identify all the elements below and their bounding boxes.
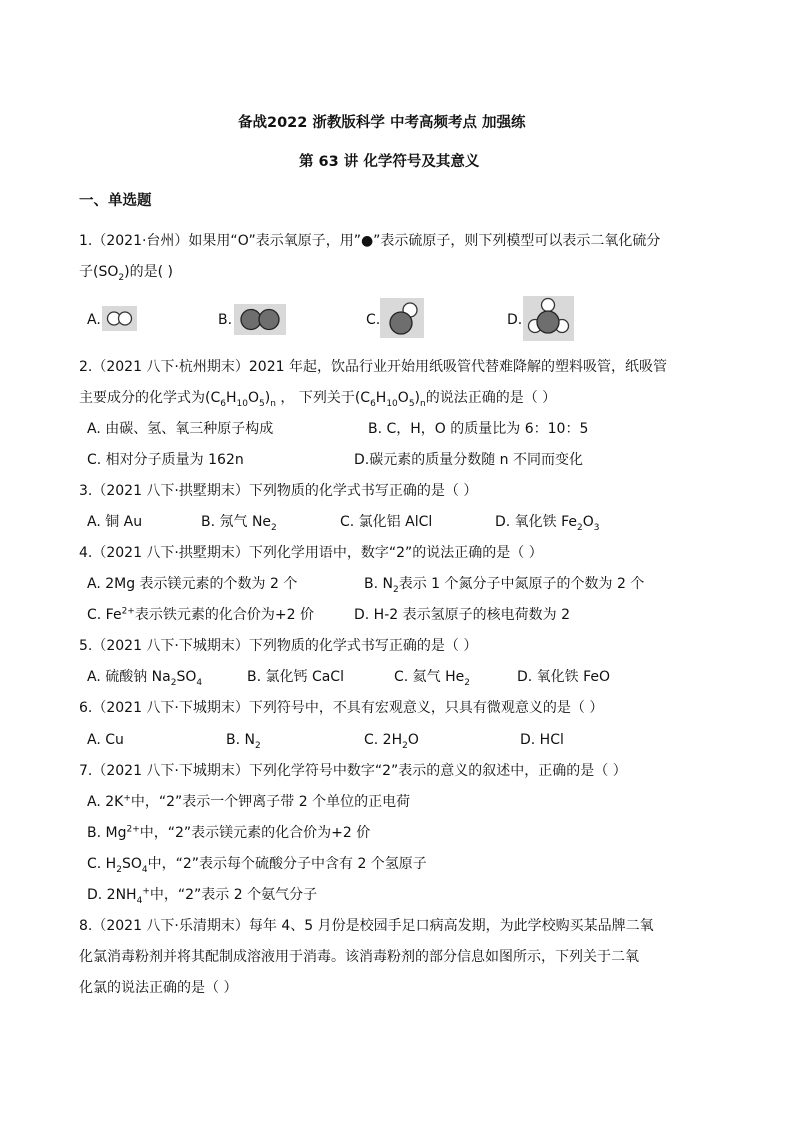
- q4-option-d: D. H-2 表示氢原子的核电荷数为 2: [354, 607, 570, 623]
- q8-stem-line3: 化氯的说法正确的是（ ）: [79, 980, 238, 996]
- q8-stem-line2: 化氯消毒粉剂并将其配制成溶液用于消毒。该消毒粉剂的部分信息如图所示，下列关于二氧: [79, 949, 639, 965]
- q2-option-c: C. 相对分子质量为 162n: [87, 452, 244, 468]
- q6-option-a: A. Cu: [87, 732, 124, 748]
- q3-option-a: A. 铜 Au: [87, 514, 143, 530]
- q7-stem: 7.（2021 八下·下城期末）下列化学符号中数字“2”表示的意义的叙述中，正确的是（ ）: [79, 763, 627, 779]
- two-white-atoms-icon: [102, 306, 137, 331]
- q4-option-b: B. $N_2$表示 1 个氮分子中氮原子的个数为 2 个: [364, 576, 645, 595]
- section-heading: 一、单选题: [79, 193, 152, 209]
- two-dark-atoms-icon: [234, 304, 286, 335]
- q1-option-b-model: [234, 304, 286, 335]
- q1-option-d-label: D.: [507, 312, 523, 328]
- q2-option-a: A. 由碳、氢、氧三种原子构成: [87, 421, 274, 437]
- q1-option-d-model: [523, 296, 574, 341]
- q3-stem: 3.（2021 八下·拱墅期末）下列物质的化学式书写正确的是（ ）: [79, 483, 478, 499]
- q1-option-c-label: C.: [366, 312, 381, 328]
- q3-option-d: D. 氧化铁 $Fe_2O_3$: [495, 514, 600, 533]
- q5-option-b: B. 氯化钙 CaCl: [247, 669, 344, 685]
- q6-option-d: D. HCl: [520, 732, 564, 748]
- q5-option-a: A. 硫酸钠 $Na_2SO_4$: [87, 669, 203, 688]
- q2-stem-line1: 2.（2021 八下·杭州期末）2021 年起，饮品行业开始用纸吸管代替难降解的塑料吸管，纸吸管: [79, 359, 667, 375]
- lecture-subtitle: 第 63 讲 化学符号及其意义: [299, 154, 480, 170]
- q1-option-a-label: A.: [87, 312, 101, 328]
- q6-option-c: C. $2H_2O$: [364, 732, 419, 751]
- q1-stem-line2: 子$(SO_2)$的是( ): [79, 264, 173, 283]
- q3-option-b: B. 氖气 $Ne_2$: [201, 514, 277, 533]
- q6-option-b: B. $N_2$: [226, 732, 261, 751]
- document-title: 备战2022 浙教版科学 中考高频考点 加强练: [238, 115, 526, 131]
- q8-stem-line1: 8.（2021 八下·乐清期末）每年 4、5 月份是校园手足口病高发期，为此学校购买某品牌二氧: [79, 918, 654, 934]
- q7-option-b: B. $Mg^{2+}$中，“2”表示镁元素的化合价为+2 价: [87, 824, 371, 841]
- q1-stem-line1: 1.（2021·台州）如果用“O”表示氧原子，用”●”表示硫原子，则下列模型可以表示二氧化硫分: [79, 233, 661, 249]
- q3-option-c: C. 氯化铝 AlCl: [340, 514, 433, 530]
- q1-option-b-label: B.: [218, 312, 233, 328]
- q1-option-a-model: [102, 306, 137, 331]
- q1-option-c-model: [380, 298, 424, 338]
- q2-option-b: B. C，H，O 的质量比为 6：10：5: [368, 421, 589, 437]
- q4-option-a: A. 2Mg 表示镁元素的个数为 2 个: [87, 576, 298, 592]
- q4-option-c: C. $Fe^{2+}$表示铁元素的化合价为+2 价: [87, 606, 314, 623]
- q6-stem: 6.（2021 八下·下城期末）下列符号中，不具有宏观意义，只具有微观意义的是（ ）: [79, 700, 604, 716]
- q7-option-c: C. $H_2SO_4$中，“2”表示每个硫酸分子中含有 2 个氢原子: [87, 856, 427, 875]
- q2-option-d: D.碳元素的质量分数随 n 不同而变化: [354, 452, 584, 468]
- q7-option-d: D. $2NH_4^+$中，“2”表示 2 个氨气分子: [87, 886, 318, 906]
- q7-option-a: A. 2K+中，“2”表示一个钾离子带 2 个单位的正电荷: [87, 793, 411, 810]
- q5-option-d: D. 氧化铁 FeO: [517, 669, 611, 685]
- q5-stem: 5.（2021 八下·下城期末）下列物质的化学式书写正确的是（ ）: [79, 638, 478, 654]
- q2-stem-line2: 主要成分的化学式为$(C_6H_{10}O_5)_n$ ， 下列关于$(C_6H_{10}O_5)_n$的说法正确的是（ ）: [79, 390, 557, 409]
- one-dark-three-white-atoms-icon: [523, 296, 574, 341]
- q4-stem: 4.（2021 八下·拱墅期末）下列化学用语中，数字“2”的说法正确的是（ ）: [79, 545, 543, 561]
- one-dark-one-white-atom-icon: [380, 298, 424, 338]
- q5-option-c: C. 氦气 $He_2$: [394, 669, 471, 688]
